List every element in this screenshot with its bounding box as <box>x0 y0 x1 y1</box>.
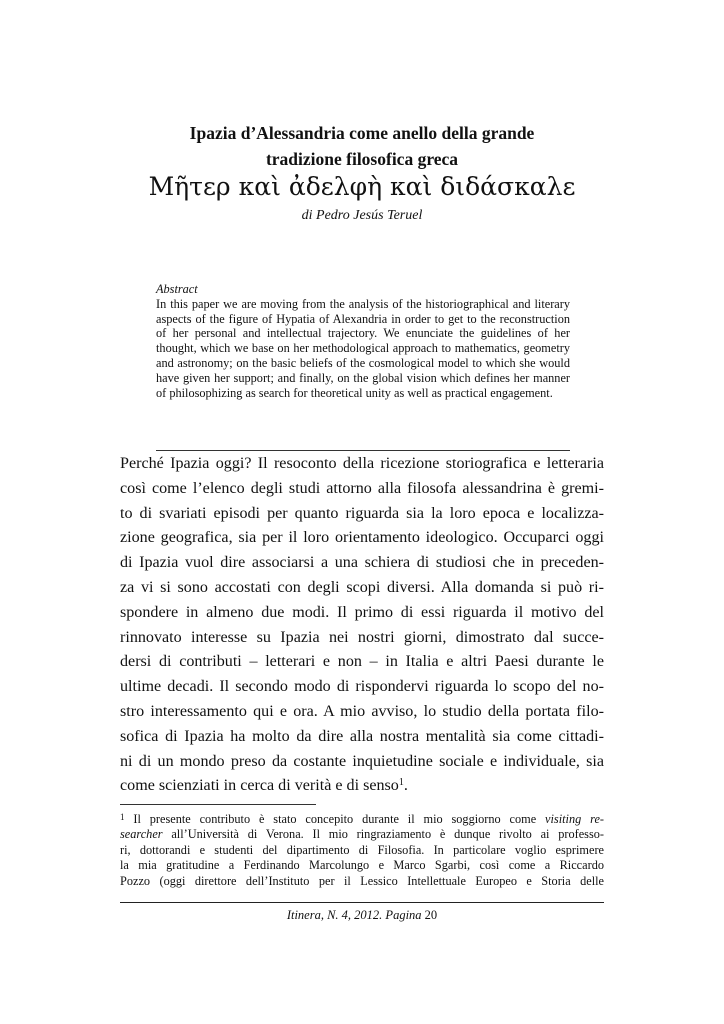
footnote-italic: visiting re- <box>545 812 604 826</box>
page-footer <box>120 907 604 923</box>
footer-citation: Itinera, N. 4, 2012. Pagina <box>286 908 425 922</box>
title-line-1: Ipazia d’Alessandria come anello della grande <box>189 123 535 143</box>
footnote-line <box>120 827 604 842</box>
abstract-divider <box>156 450 570 451</box>
footnote-text: all’Università di Verona. Il mio ringraziamento è dunque rivolto ai professo- <box>162 827 604 842</box>
footnote-line: Pozzo (oggi direttore dell’Instituto per il Lessico Intellettuale Europeo e Storia delle <box>120 873 604 888</box>
body-line: così come l’elenco degli studi attorno alla filosofa alessandrina è gremi- <box>120 479 604 497</box>
body-line: di Ipazia vuol dire associarsi a una schiera di studiosi che in preceden- <box>120 554 604 572</box>
body-line: spondere in almeno due modi. Il primo di essi riguarda il motivo del <box>120 603 604 621</box>
footnote-line <box>120 810 604 827</box>
abstract-block <box>156 282 570 400</box>
footnote-text: Il presente contributo è stato concepito durante il mio soggiorno come <box>133 812 546 826</box>
body-line: dersi di contributi – letterari e non – in Italia e altri Paesi durante le <box>120 653 604 671</box>
body-line: stro interessamento qui e ora. A mio avviso, lo studio della portata filo- <box>120 702 604 720</box>
body-last-text: come scienziati in cerca di verità e di senso <box>120 777 399 795</box>
abstract-label: Abstract <box>156 282 198 296</box>
body-line: ultime decadi. Il secondo modo di rispondervi riguarda lo scopo del no- <box>120 678 604 696</box>
body-line: Perché Ipazia oggi? Il resoconto della ricezione storiografica e letteraria <box>120 455 604 472</box>
footnote-italic: searcher <box>120 827 163 842</box>
paper-title <box>120 120 604 172</box>
body-last-punct: . <box>403 777 408 795</box>
title-line-2: tradizione filosofica greca <box>265 149 459 169</box>
body-line: rinnovato interesse su Ipazia nei nostri giorni, dimostrato dal succe- <box>120 628 604 646</box>
body-paragraph <box>120 452 604 799</box>
body-last-line <box>120 774 604 799</box>
footnote-reference[interactable]: 1 <box>398 777 404 789</box>
body-line: zione geografica, sia per il loro orientamento ideologico. Occuparci oggi <box>120 529 604 547</box>
body-line: to di svariati episodi per quanto riguarda sia la loro epoca e localizza- <box>120 504 604 522</box>
abstract-text: In this paper we are moving from the analysis of the historiographical and literary aspects of the figure of Hypatia of Alexandria in order to get to the reconstruction of her personal and intellectual trajectory. We enunciate the guidelines of her thought, which we base on her methodological approach to mathematics, geometry and astronomy; on the basic beliefs of the cosmological model to which she would have given her support; and finally, on the global vision which defines her manner of philosophizing as search for theoretical unity as well as practical engagement. <box>156 296 570 400</box>
footnote <box>120 810 604 889</box>
body-line: ni di un mondo preso da costante inquietudine sociale e individuale, sia <box>120 752 604 770</box>
footnote-line: la mia gratitudine a Ferdinando Marcolungo e Marco Sgarbi, così come a Riccardo <box>120 858 604 873</box>
author-line: di Pedro Jesús Teruel <box>301 208 423 223</box>
greek-subtitle: Μῆτερ καὶ ἀδελφὴ καὶ διδάσκαλε <box>148 172 576 201</box>
footnote-number: 1 <box>120 812 125 822</box>
footnote-divider <box>120 804 316 805</box>
body-line: za vi si sono accostati con degli scopi diversi. Alla domanda si può ri- <box>120 578 604 596</box>
footnote-line: ri, dottorandi e studenti del dipartimento di Filosofia. In particolare voglio esprimere <box>120 842 604 857</box>
page-number: 20 <box>424 908 438 922</box>
body-line: sofica di Ipazia ha molto da dire alla nostra mentalità sia come cittadi- <box>120 727 604 745</box>
footer-divider <box>120 902 604 903</box>
